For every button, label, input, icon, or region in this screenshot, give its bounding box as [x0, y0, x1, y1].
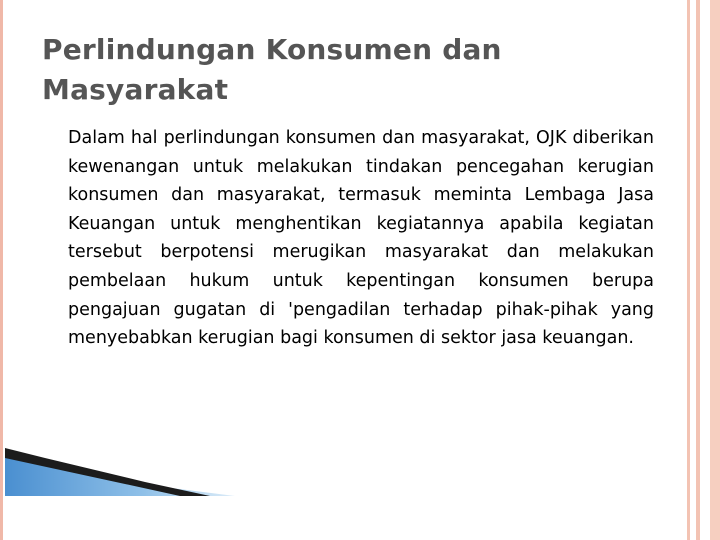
- left-border-stripe: [0, 0, 3, 540]
- decorative-swoosh: [5, 448, 245, 498]
- slide-title: Perlindungan Konsumen dan Masyarakat: [42, 33, 502, 106]
- slide-body-paragraph: Dalam hal perlindungan konsumen dan masyarakat, OJK diberikan kewenangan untuk melakukan tindakan pencegahan kerugian konsumen dan masyarakat, termasuk meminta Lembaga Jasa Keuangan untuk menghentikan kegiatannya apabila kegiatan tersebut berpotensi merugikan masyarakat dan melakukan pembelaan hukum untuk kepentingan konsumen berupa pengajuan gugatan di 'pengadilan terhadap pihak-pihak yang menyebabkan kerugian bagi konsumen di sektor jasa keuangan.: [68, 128, 654, 349]
- right-stripe-medium: [696, 0, 700, 540]
- right-border-stripes: [686, 0, 720, 540]
- right-stripe-wide: [710, 0, 720, 540]
- right-stripe-thin: [687, 0, 690, 540]
